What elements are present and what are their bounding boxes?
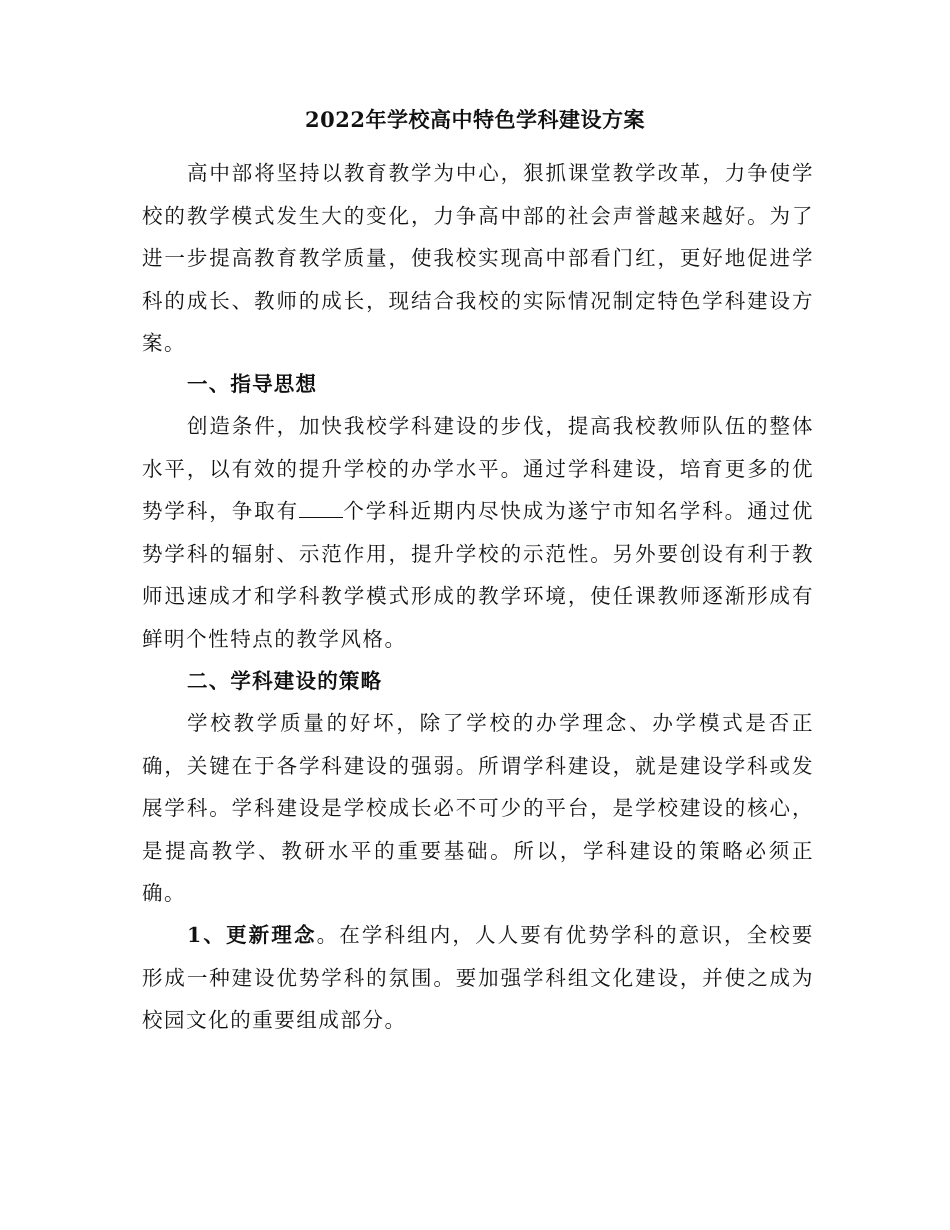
guiding-ideology-text-part1: 创造条件，加快我校学科建设的步伐，提高我校教师队伍的整体水平，以有效的提升学校的办学水平。通过学科建设，培育更多的优势学科，争取有 bbox=[142, 414, 814, 524]
section-heading-strategy: 二、学科建设的策略 bbox=[187, 669, 383, 693]
guiding-ideology-text-part2: 个学科近期内尽快成为遂宁市知名学科。通过优势学科的辐射、示范作用，提升学校的示范性。另外要创设有利于教师迅速成才和学科教学模式形成的教学环境，使任课教师逐渐形成有鲜明个性特点的教学风格。 bbox=[142, 499, 814, 651]
item-text: 。在学科组内，人人要有优势学科的意识，全校要形成一种建设优势学科的氛围。要加强学科组文化建设，并使之成为校园文化的重要组成部分。 bbox=[142, 923, 814, 1033]
item-label: 1、更新理念 bbox=[187, 923, 317, 947]
fill-in-blank bbox=[299, 499, 343, 518]
strategy-item-update-concept bbox=[142, 914, 814, 1042]
strategy-paragraph: 学校教学质量的好坏，除了学校的办学理念、办学模式是否正确，关键在于各学科建设的强弱。所谓学科建设，就是建设学科或发展学科。学科建设是学校成长必不可少的平台，是学校建设的核心，是提高教学、教研水平的重要基础。所以，学科建设的策略必须正确。 bbox=[142, 711, 814, 906]
guiding-ideology-paragraph bbox=[142, 405, 814, 661]
section-heading-guiding-ideology: 一、指导思想 bbox=[187, 372, 318, 396]
document-title: 2022年学校高中特色学科建设方案 bbox=[305, 107, 645, 132]
intro-paragraph: 高中部将坚持以教育教学为中心，狠抓课堂教学改革，力争使学校的教学模式发生大的变化，力争高中部的社会声誉越来越好。为了进一步提高教育教学质量，使我校实现高中部看门红，更好地促进学科的成长、教师的成长，现结合我校的实际情况制定特色学科建设方案。 bbox=[142, 161, 814, 356]
